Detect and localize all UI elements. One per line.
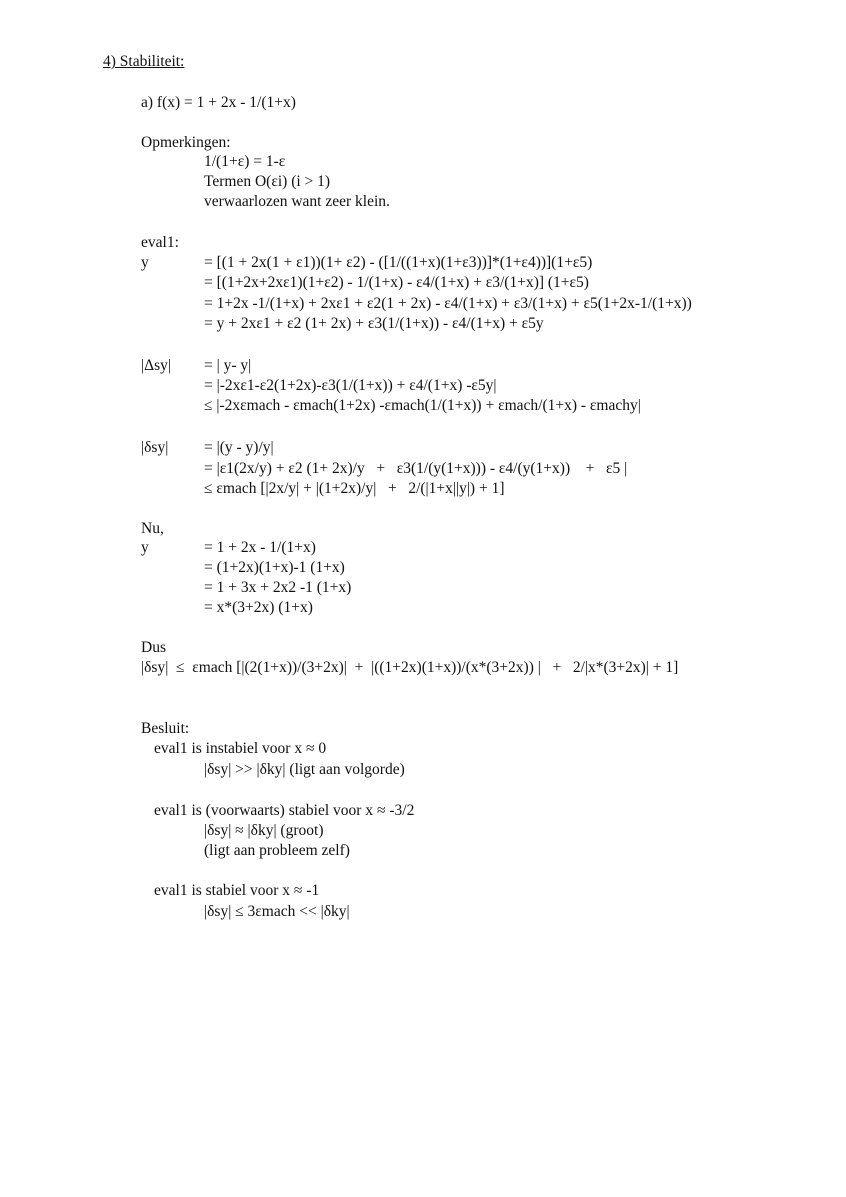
now-line: = 1 + 3x + 2x2 -1 (1+x) [204,579,352,596]
rel-error-line: = |ε1(2x/y) + ε2 (1+ 2x)/y + ε3(1/(y(1+x))) - ε4/(y(1+x)) + ε5 | [204,460,628,477]
abs-error-line: = |-2xε1-ε2(1+2x)-ε3(1/(1+x)) + ε4/(1+x) -ε5y| [204,377,497,394]
conclusion-case-detail: |δsy| ≤ 3εmach << |δky| [204,903,350,920]
eval1-line: = [(1+2x+2xε1)(1+ε2) - 1/(1+x) - ε4/(1+x) + ε3/(1+x)] (1+ε5) [204,274,589,291]
thus-line: |δsy| ≤ εmach [|(2(1+x))/(3+2x)| + |((1+2x)(1+x))/(x*(3+2x)) | + 2/|x*(3+2x)| + 1] [141,659,679,676]
now-line: = 1 + 2x - 1/(1+x) [204,539,316,556]
abs-error-line: ≤ |-2xεmach - εmach(1+2x) -εmach(1/(1+x)) + εmach/(1+x) - εmachy| [204,397,641,414]
conclusion-case-detail: |δsy| ≈ |δky| (groot) [204,822,324,839]
conclusion-case-head: eval1 is (voorwaarts) stabiel voor x ≈ -3/2 [154,802,415,819]
remark-line: Termen O(εi) (i > 1) [204,173,331,190]
conclusion-title: Besluit: [141,720,190,737]
conclusion-case-head: eval1 is instabiel voor x ≈ 0 [154,740,327,757]
rel-error-line: = |(y - y)/y| [204,439,274,456]
remarks-title: Opmerkingen: [141,134,231,151]
abs-error-line: = | y- y| [204,357,252,374]
eval1-title: eval1: [141,234,179,251]
eval1-line: = 1+2x -1/(1+x) + 2xε1 + ε2(1 + 2x) - ε4/(1+x) + ε3/(1+x) + ε5(1+2x-1/(1+x)) [204,295,692,312]
eval1-line: = [(1 + 2x(1 + ε1))(1+ ε2) - ([1/((1+x)(1+ε3))]*(1+ε4))](1+ε5) [204,254,593,271]
now-lhs: y [141,539,149,556]
now-line: = (1+2x)(1+x)-1 (1+x) [204,559,345,576]
eval1-line: = y + 2xε1 + ε2 (1+ 2x) + ε3(1/(1+x)) - ε4/(1+x) + ε5y [204,315,544,332]
conclusion-case-detail: |δsy| >> |δky| (ligt aan volgorde) [204,761,405,778]
now-title: Nu, [141,520,164,537]
conclusion-case-head: eval1 is stabiel voor x ≈ -1 [154,882,320,899]
now-line: = x*(3+2x) (1+x) [204,599,313,616]
remark-line: 1/(1+ε) = 1-ε [204,153,286,170]
section-heading: 4) Stabiliteit: [103,53,185,70]
eval1-lhs: y [141,254,149,271]
rel-error-line: ≤ εmach [|2x/y| + |(1+2x)/y| + 2/(|1+x||y|) + 1] [204,480,505,497]
thus-title: Dus [141,639,166,656]
conclusion-case-detail: (ligt aan probleem zelf) [204,842,350,859]
function-definition: a) f(x) = 1 + 2x - 1/(1+x) [141,94,296,111]
abs-error-lhs: |Δsy| [141,357,171,374]
remark-line: verwaarlozen want zeer klein. [204,193,390,210]
rel-error-lhs: |δsy| [141,439,169,456]
